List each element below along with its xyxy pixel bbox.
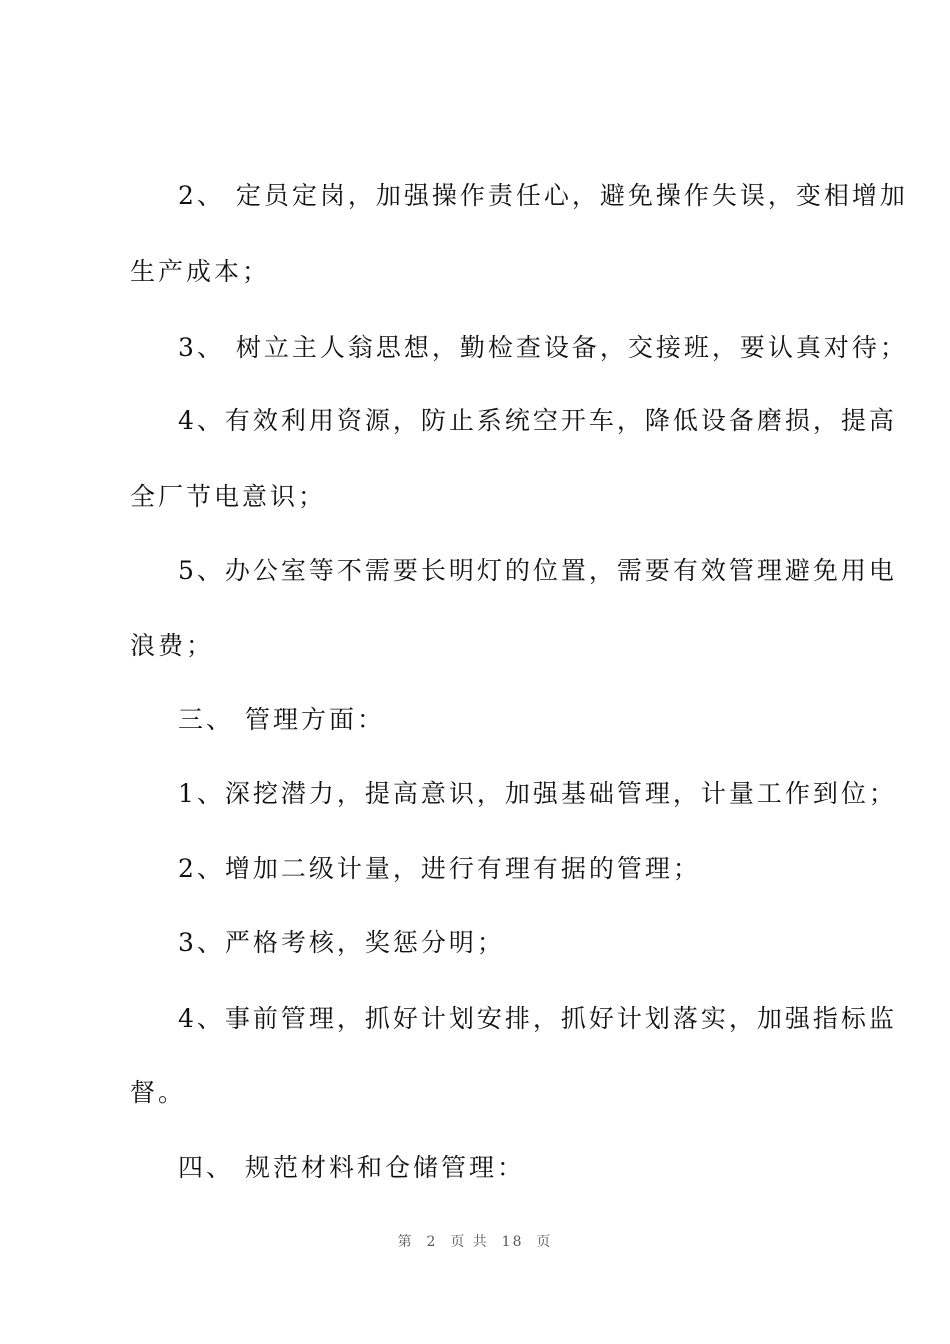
page-number-footer: 第 2 页 共 18 页 xyxy=(397,1234,553,1250)
paragraph-line: 5、办公室等不需要长明灯的位置，需要有效管理避免用电 xyxy=(178,556,897,585)
paragraph-line: 2、 定员定岗，加强操作责任心，避免操作失误，变相增加 xyxy=(178,181,908,210)
section-heading: 三、 管理方面： xyxy=(178,705,385,734)
paragraph-line: 4、有效利用资源，防止系统空开车，降低设备磨损，提高 xyxy=(178,406,897,435)
paragraph-line: 1、深挖潜力，提高意识，加强基础管理，计量工作到位； xyxy=(178,779,897,808)
paragraph-line: 4、事前管理，抓好计划安排，抓好计划落实，加强指标监 xyxy=(178,1004,897,1033)
paragraph-line: 3、严格考核，奖惩分明； xyxy=(178,928,505,957)
paragraph-line: 浪费； xyxy=(130,631,215,660)
paragraph-line: 全厂节电意识； xyxy=(130,482,327,511)
paragraph-line: 2、增加二级计量，进行有理有据的管理； xyxy=(178,854,701,883)
paragraph-line: 督。 xyxy=(130,1078,187,1107)
paragraph-line: 3、 树立主人翁思想，勤检查设备，交接班，要认真对待； xyxy=(178,333,908,362)
paragraph-line: 生产成本； xyxy=(130,257,271,286)
section-heading: 四、 规范材料和仓储管理： xyxy=(178,1153,525,1182)
